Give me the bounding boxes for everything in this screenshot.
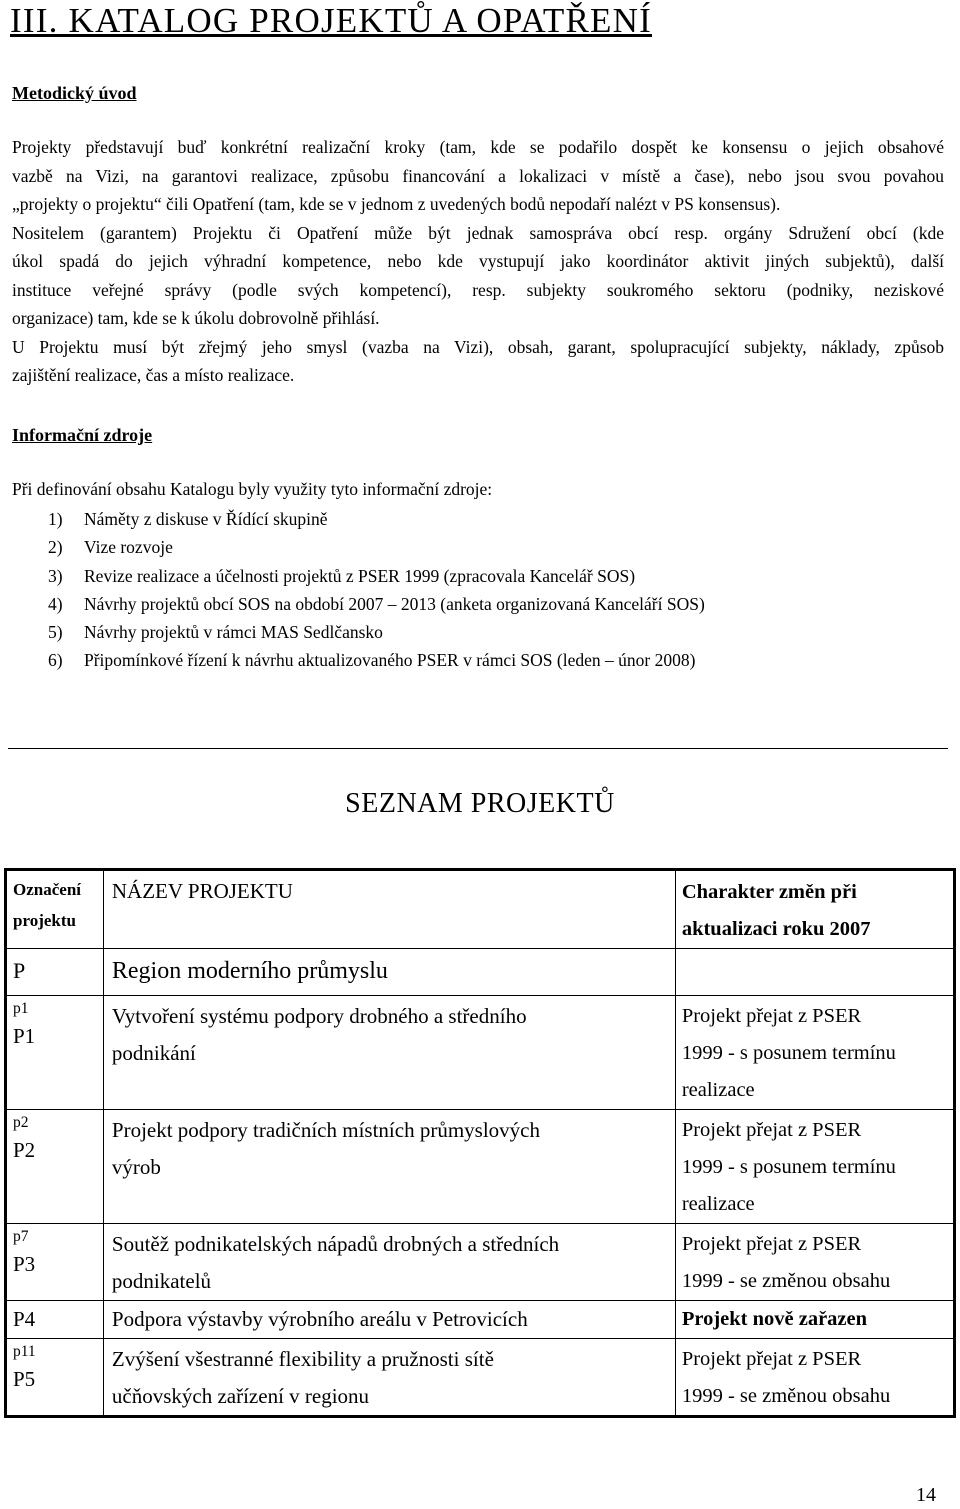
list-item	[48, 590, 705, 618]
row-character-cell	[675, 996, 954, 1110]
row-old-code: p11	[13, 1343, 36, 1360]
paragraph-line: Nositelem (garantem) Projektu či Opatření může být jednak samospráva obcí resp. orgány Sdružení obcí (kde	[12, 222, 944, 243]
section-heading-sources: Informační zdroje	[12, 425, 153, 445]
list-item	[48, 646, 705, 674]
projects-table	[4, 868, 956, 1418]
row-character-line: Projekt přejat z PSER	[681, 1233, 862, 1255]
horizontal-rule	[8, 748, 948, 749]
row-name-cell	[103, 996, 675, 1110]
row-code-cell	[6, 1224, 104, 1301]
header-code-line: projektu	[13, 911, 76, 930]
header-character-line: aktualizaci roku 2007	[681, 918, 871, 940]
row-name-line: podnikatelů	[111, 1269, 212, 1293]
row-old-code: p7	[13, 1228, 29, 1245]
row-code-cell	[6, 1301, 104, 1339]
page-title: III. KATALOG PROJEKTŮ A OPATŘENÍ	[10, 1, 652, 40]
paragraph-line: „projekty o projektu“ čili Opatření (tam, kde se v jednom z uvedených bodů nepodaří nalézt v PS konsensus).	[12, 194, 781, 214]
table-row	[6, 1339, 955, 1417]
row-character-line: Projekt přejat z PSER	[681, 1348, 862, 1370]
sources-lead: Při definování obsahu Katalogu byly využity tyto informační zdroje:	[12, 479, 493, 499]
row-code-cell	[6, 1110, 104, 1224]
list-item-text: Připomínkové řízení k návrhu aktualizovaného PSER v rámci SOS (leden – únor 2008)	[84, 650, 696, 671]
header-code-cell	[6, 870, 104, 949]
page-number: 14	[916, 1484, 936, 1506]
row-character-line: 1999 - s posunem termínu	[681, 1042, 896, 1064]
row-character-line: 1999 - s posunem termínu	[681, 1156, 896, 1178]
row-character-cell	[675, 1301, 954, 1339]
row-name-line: výrob	[111, 1155, 161, 1179]
paragraph-line: organizace) tam, kde se k úkolu dobrovolně přihlásí.	[12, 308, 380, 328]
row-code: P4	[13, 1307, 36, 1331]
paragraph-line: vazbě na Vizi, na garantovi realizace, způsobu financování a lokalizaci v místě a čase), nebo jsou svou povahou	[12, 165, 944, 186]
row-character-line: Projekt nově zařazen	[681, 1308, 868, 1330]
header-character-cell	[675, 870, 954, 949]
row-character-cell	[675, 1110, 954, 1224]
list-item	[48, 562, 705, 590]
row-character-line: 1999 - se změnou obsahu	[681, 1385, 891, 1407]
row-name-cell	[103, 1110, 675, 1224]
paragraph-line: Projekty představují buď konkrétní realizační kroky (tam, kde se podařilo dospět ke konsensu o jejich obsahové	[12, 137, 944, 157]
row-code-cell	[6, 996, 104, 1110]
group-code-cell: P	[6, 949, 104, 996]
table-row	[6, 1110, 955, 1224]
row-name-line: učňovských zařízení v regionu	[111, 1384, 370, 1408]
header-character-line: Charakter změn při	[681, 881, 857, 903]
group-name-cell: Region moderního průmyslu	[103, 949, 675, 996]
row-old-code: p1	[13, 1000, 29, 1017]
list-item	[48, 533, 705, 561]
row-name-cell	[103, 1224, 675, 1301]
row-code-cell	[6, 1339, 104, 1417]
row-code: P5	[13, 1367, 36, 1391]
list-number: 2)	[48, 537, 63, 558]
list-item-text: Revize realizace a účelnosti projektů z PSER 1999 (zpracovala Kancelář SOS)	[84, 565, 636, 586]
table-header-row	[6, 870, 955, 949]
paragraph-line: úkol spadá do jejich výhradní kompetence, nebo kde vystupují jako koordinátor aktivit jiných subjektů), další	[12, 251, 944, 271]
list-item	[48, 618, 705, 646]
row-name-line: Podpora výstavby výrobního areálu v Petrovicích	[111, 1307, 528, 1331]
list-item	[48, 505, 705, 533]
list-number: 3)	[48, 565, 63, 586]
row-character-line: 1999 - se změnou obsahu	[681, 1270, 891, 1292]
row-name-line: podnikání	[111, 1041, 196, 1065]
section-heading-methodology: Metodický úvod	[12, 83, 137, 103]
list-title: SEZNAM PROJEKTŮ	[345, 788, 615, 819]
list-item-text: Návrhy projektů obcí SOS na období 2007 – 2013 (anketa organizovaná Kanceláří SOS)	[84, 593, 705, 614]
list-item-text: Návrhy projektů v rámci MAS Sedlčansko	[84, 622, 383, 643]
row-character-cell	[675, 1224, 954, 1301]
table-row	[6, 1301, 955, 1339]
row-name-line: Vytvoření systému podpory drobného a středního	[111, 1004, 527, 1028]
row-character-line: realizace	[681, 1193, 755, 1215]
table-row	[6, 996, 955, 1110]
row-character-line: Projekt přejat z PSER	[681, 1005, 862, 1027]
row-character-line: Projekt přejat z PSER	[681, 1119, 862, 1141]
methodology-paragraph	[12, 133, 944, 390]
row-name-line: Soutěž podnikatelských nápadů drobných a středních	[111, 1232, 560, 1256]
row-character-cell	[675, 1339, 954, 1417]
row-name-cell	[103, 1301, 675, 1339]
list-item-text: Vize rozvoje	[84, 537, 173, 558]
row-name-line: Projekt podpory tradičních místních průmyslových	[111, 1118, 540, 1142]
paragraph-line: zajištění realizace, čas a místo realizace.	[12, 365, 295, 385]
list-number: 5)	[48, 622, 63, 643]
header-code-line: Označení	[13, 880, 81, 899]
list-item-text: Náměty z diskuse v Řídící skupině	[84, 509, 328, 529]
sources-list	[48, 505, 705, 675]
paragraph-line: instituce veřejné správy (podle svých kompetencí), resp. subjekty soukromého sektoru (podniky, neziskové	[12, 279, 944, 300]
row-old-code: p2	[13, 1114, 29, 1131]
list-number: 1)	[48, 509, 63, 529]
row-name-line: Zvýšení všestranné flexibility a pružnosti sítě	[111, 1347, 494, 1371]
header-name-cell: NÁZEV PROJEKTU	[103, 870, 675, 949]
table-row	[6, 1224, 955, 1301]
list-number: 6)	[48, 650, 63, 671]
row-code: P2	[13, 1138, 36, 1162]
group-row	[6, 949, 955, 996]
row-code: P3	[13, 1252, 36, 1276]
row-name-cell	[103, 1339, 675, 1417]
group-character-cell	[675, 949, 954, 996]
row-character-line: realizace	[681, 1079, 755, 1101]
list-number: 4)	[48, 593, 63, 614]
paragraph-line: U Projektu musí být zřejmý jeho smysl (vazba na Vizi), obsah, garant, spolupracující subjekty, náklady, způsob	[12, 336, 944, 357]
row-code: P1	[13, 1024, 36, 1048]
